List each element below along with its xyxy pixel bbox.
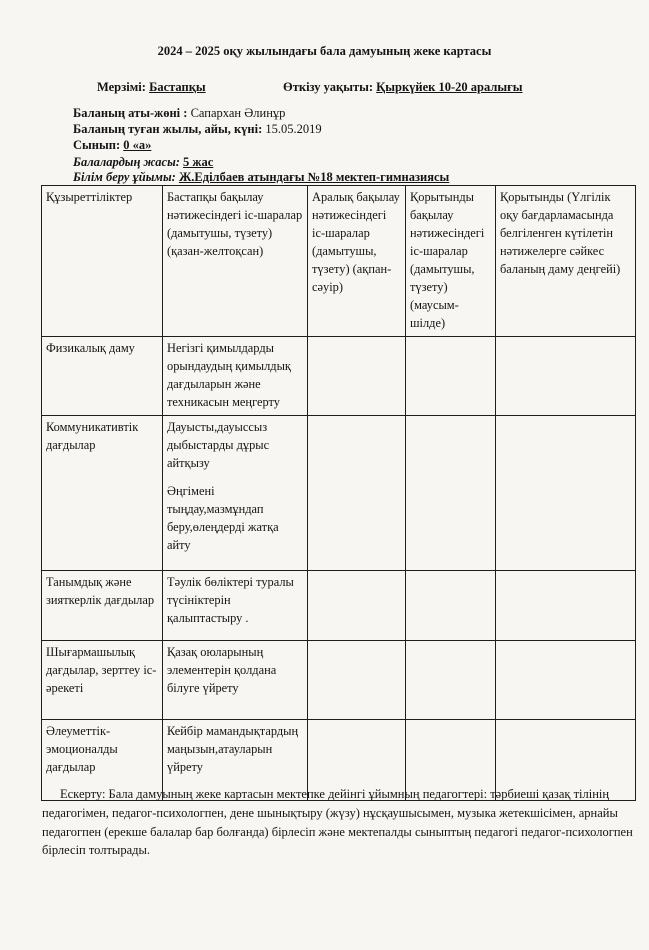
age-value: 5 жас (183, 155, 214, 169)
header-final-observation: Қорытынды бақылау нәтижесіндегі іс-шаралар (дамытушы, түзету) (маусым-шілде) (406, 186, 496, 337)
birth-date-label: Баланың туған жылы, айы, күні: (73, 122, 263, 136)
development-table (41, 185, 636, 801)
final-activity-cell (406, 415, 496, 570)
competency-cell: Танымдық және зияткерлік дағдылар (42, 570, 163, 640)
organization-label: Білім беру ұйымы: (73, 170, 176, 184)
initial-activity-cell: Негізгі қимылдарды орындаудың қимылдық дағдыларын және техникасын меңгерту (163, 336, 308, 415)
final-activity-cell (406, 640, 496, 719)
table-row (42, 415, 636, 570)
table-row (42, 640, 636, 719)
header-competencies: Құзыреттіліктер (42, 186, 163, 337)
child-name-value: Сапархан Әлинұр (190, 106, 286, 120)
class-field (73, 138, 151, 153)
organization-value: Ж.Еділбаев атындағы №18 мектеп-гимназиясы (178, 170, 450, 184)
class-value: 0 «а» (123, 138, 152, 152)
header-final-result: Қорытынды (Үлгілік оқу бағдарламасында белгіленген күтілетін нәтижелерге сәйкес баланың даму деңгейі) (496, 186, 636, 337)
child-name-field (73, 106, 285, 121)
child-name-label: Баланың аты-жөні : (73, 106, 188, 120)
footnote: Ескерту: Бала дамуының жеке картасын мектепке дейінгі ұйымның педагогтері: тәрбиеші қазақ тілінің педагогімен, педагог-психологпен, дене шынықтыру (жүзу) нұсқаушысымен, музыка жетекшісімен, арнайы педагогпен (ерекше балалар бар болғанда) бірлесіп және мектепалды сыныптың педагогі педагог-психологпен бірлесіп толтырады. (42, 787, 633, 858)
class-label: Сынып: (73, 138, 121, 152)
organization-field (73, 170, 449, 185)
initial-activity-cell: Тәулік бөліктері туралы түсініктерін қалыптастыру . (163, 570, 308, 640)
result-cell (496, 415, 636, 570)
age-field (73, 155, 213, 170)
competency-cell: Коммуникативтік дағдылар (42, 415, 163, 570)
final-activity-cell (406, 570, 496, 640)
term-value: Бастапқы (149, 80, 206, 94)
interim-activity-cell (308, 570, 406, 640)
competency-cell: Шығармашылық дағдылар, зерттеу іс-әрекеті (42, 640, 163, 719)
header-interim-observation: Аралық бақылау нәтижесіндегі іс-шаралар (дамытушы, түзету) (ақпан-сәуір) (308, 186, 406, 337)
initial-activity-cell: Қазақ оюларының элементерін қолдана білуге үйрету (163, 640, 308, 719)
initial-activity-text-2: Әңгімені тыңдау,мазмұндап беру,өлеңдерді жатқа айту (167, 483, 279, 552)
time-field (283, 80, 523, 95)
competency-cell: Физикалық даму (42, 336, 163, 415)
result-cell (496, 640, 636, 719)
term-label: Мерзімі: (97, 80, 146, 94)
result-cell (496, 570, 636, 640)
initial-activity-cell: Кейбір мамандықтардың маңызын,атауларын үйрету (163, 719, 308, 800)
birth-date-field (73, 122, 322, 137)
header-initial-observation: Бастапқы бақылау нәтижесіндегі іс-шаралар (дамытушы, түзету) (қазан-желтоқсан) (163, 186, 308, 337)
table-header-row (42, 186, 636, 337)
time-value: Қыркүйек 10-20 аралығы (376, 80, 523, 94)
interim-activity-cell (308, 336, 406, 415)
initial-activity-cell (163, 415, 308, 570)
table-row (42, 570, 636, 640)
initial-activity-text: Дауысты,дауыссыз дыбыстарды дұрыс айтқызу (167, 419, 270, 470)
final-activity-cell (406, 336, 496, 415)
age-label: Балалардың жасы: (73, 155, 180, 169)
interim-activity-cell (308, 640, 406, 719)
interim-activity-cell (308, 415, 406, 570)
birth-date-value: 15.05.2019 (262, 122, 322, 136)
result-cell (496, 336, 636, 415)
term-field (97, 80, 206, 95)
page-title: 2024 – 2025 оқу жылындағы бала дамуының жеке картасы (157, 44, 492, 58)
competency-cell: Әлеуметтік-эмоционалды дағдылар (42, 719, 163, 800)
time-label: Өткізу уақыты: (283, 80, 374, 94)
table-row (42, 336, 636, 415)
